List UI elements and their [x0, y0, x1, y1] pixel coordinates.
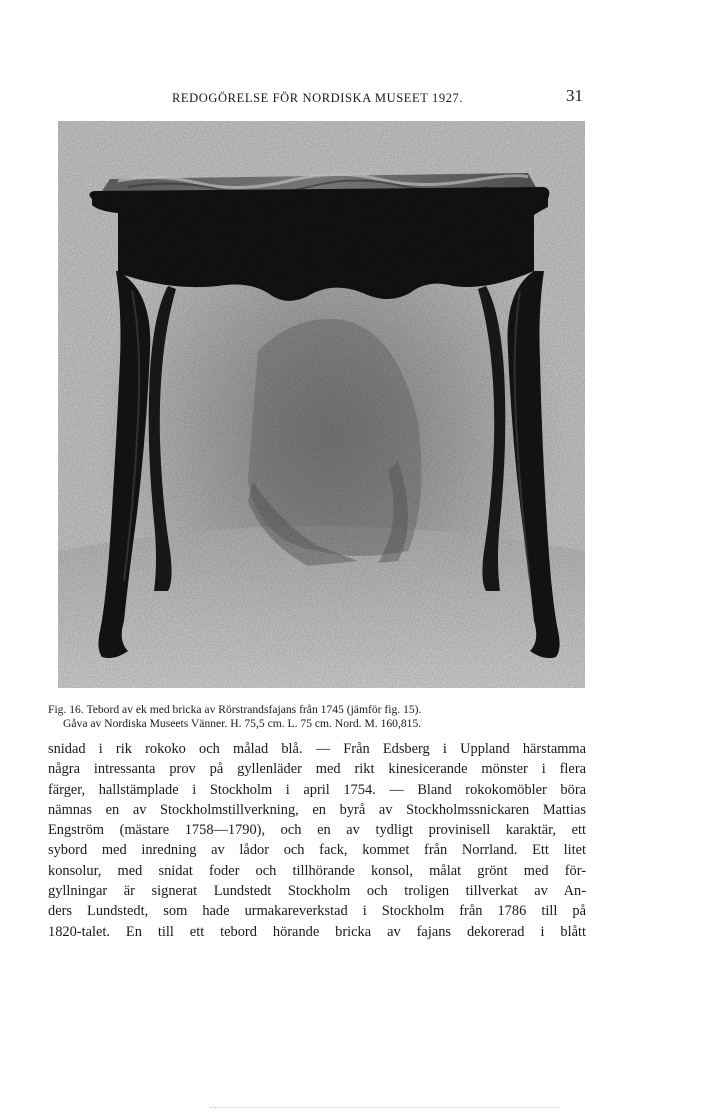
text-line: ders Lundstedt, som hade urmakareverkstad i Stockholm från 1786 till på [48, 903, 586, 920]
caption-line: Fig. 16. Tebord av ek med bricka av Rörstrandsfajans från 1745 (jämför fig. 15). [48, 703, 422, 716]
text-line: färger, hallstämplade i Stockholm i april 1754. — Bland rokokomöbler böra [48, 781, 586, 798]
text-line: gyllningar är signerat Lundstedt Stockholm och troligen tillverkat av An- [48, 883, 586, 900]
scan-artifact-rule [210, 1107, 560, 1108]
tea-table-photo [58, 121, 585, 688]
body-paragraph [48, 739, 586, 942]
text-line: snidad i rik rokoko och målad blå. — Från Edsberg i Uppland härstamma [48, 741, 586, 757]
text-line: konsolur, med snidat foder och tillhörande konsol, målat grönt med för- [48, 862, 586, 879]
page-number: 31 [566, 86, 583, 105]
text-line: sybord med inredning av lådor och fack, kommet från Norrland. Ett litet [48, 842, 586, 859]
running-head: REDOGÖRELSE FÖR NORDISKA MUSEET 1927. [172, 91, 464, 105]
text-line: 1820-talet. En till ett tebord hörande bricka av fajans dekorerad i blått [48, 923, 586, 940]
caption-line: Gåva av Nordiska Museets Vänner. H. 75,5 cm. L. 75 cm. Nord. M. 160,815. [63, 716, 422, 730]
text-line: nämnas en av Stockholmstillverkning, en byrå av Stockholmssnickaren Mattias [48, 801, 586, 818]
text-line: Engström (mästare 1758—1790), och en av tydligt provinisell karaktär, ett [48, 822, 586, 839]
text-line: några intressanta prov på gyllenläder med rikt kinesicerande mönster i flera [48, 761, 586, 778]
figure-caption [48, 703, 594, 730]
